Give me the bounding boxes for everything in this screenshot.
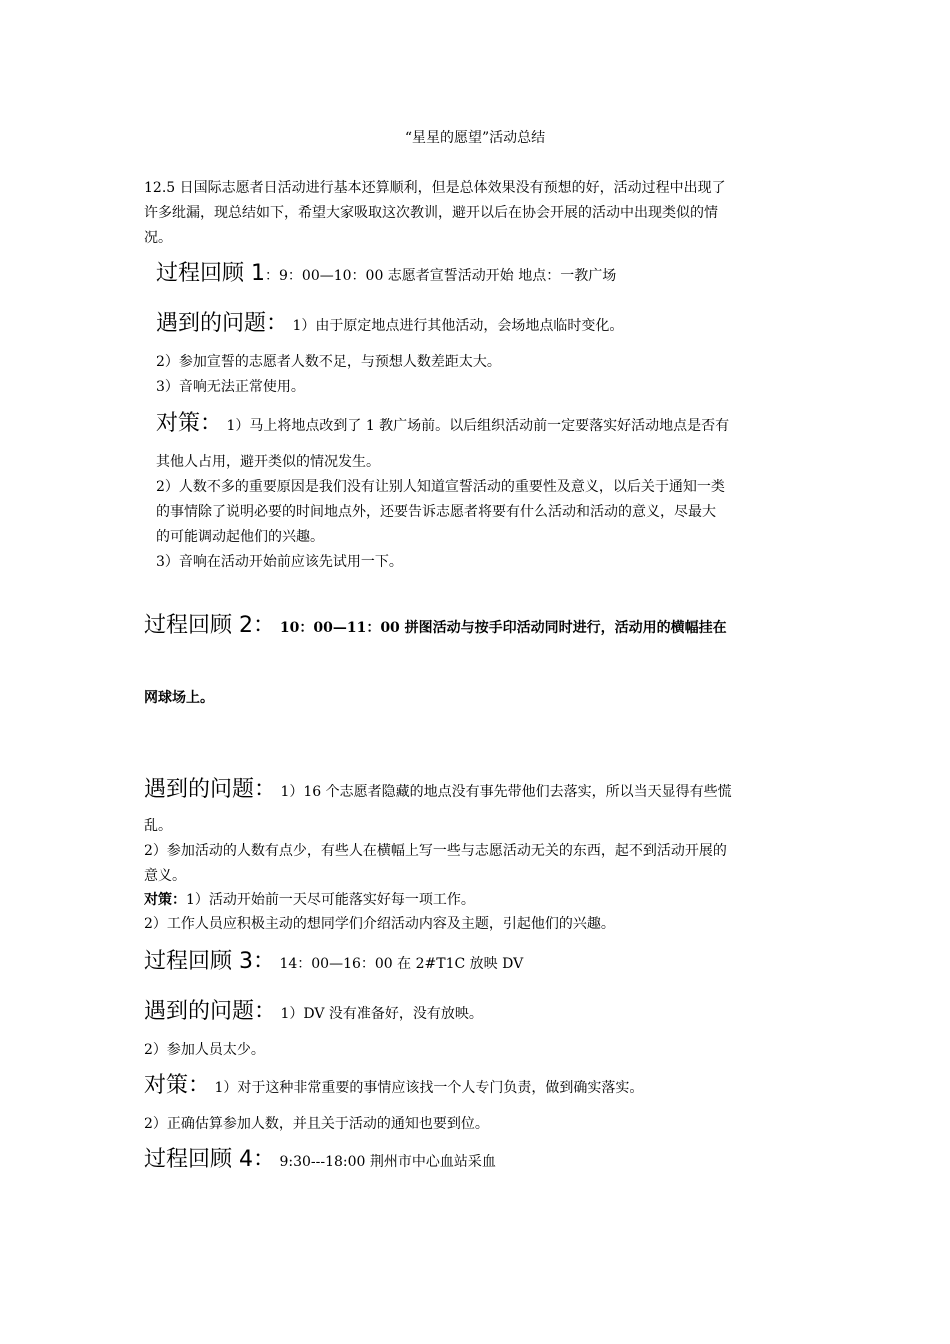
section1-problem-2: 2）参加宣誓的志愿者人数不足，与预想人数差距太大。 — [156, 354, 501, 370]
section3-heading: 过程回顾 3： — [144, 949, 275, 974]
section1-measure-line-3: 2）人数不多的重要原因是我们没有让别人知道宣誓活动的重要性及意义，以后关于通知一类 — [156, 479, 725, 495]
section2-heading-text: 10：00—11：00 拼图活动与按手印活动同时进行，活动用的横幅挂在 — [275, 620, 727, 636]
section1-measure-line-2: 其他人占用，避开类似的情况发生。 — [156, 454, 380, 470]
section2-problem-line — [144, 777, 732, 802]
intro-line-2: 许多纰漏，现总结如下，希望大家吸取这次教训，避开以后在协会开展的活动中出现类似的情 — [144, 205, 718, 221]
section3-problem-2: 2）参加人员太少。 — [144, 1042, 265, 1058]
section3-problem-heading: 遇到的问题： — [144, 999, 277, 1024]
section2-heading-line — [144, 613, 727, 638]
section3-measure-2: 2）正确估算参加人数，并且关于活动的通知也要到位。 — [144, 1116, 489, 1132]
section1-problem-1: 1）由于原定地点进行其他活动，会场地点临时变化。 — [288, 318, 624, 334]
document-title: “星星的愿望”活动总结 — [404, 130, 546, 146]
section1-measure-1: 1）马上将地点改到了 1 教广场前。以后组织活动前一定要落实好活动地点是否有 — [222, 418, 730, 434]
section2-measure-1: 1）活动开始前一天尽可能落实好每一项工作。 — [186, 892, 475, 908]
intro-line-1: 12.5 日国际志愿者日活动进行基本还算顺利，但是总体效果没有预想的好，活动过程中出现了 — [144, 180, 726, 196]
section4-heading: 过程回顾 4： — [144, 1147, 275, 1172]
section2-measure-label: 对策： — [144, 892, 186, 908]
section3-measure-heading: 对策： — [144, 1073, 211, 1098]
section4-heading-line — [144, 1147, 496, 1172]
section2-problem-line-3: 2）参加活动的人数有点少，有些人在横幅上写一些与志愿活动无关的东西，起不到活动开展的 — [144, 843, 727, 859]
section2-problem-1: 1）16 个志愿者隐藏的地点没有事先带他们去落实，所以当天显得有些慌 — [276, 784, 732, 800]
section2-problem-heading: 遇到的问题： — [144, 777, 277, 802]
section3-problem-1: 1）DV 没有准备好，没有放映。 — [276, 1006, 483, 1022]
section2-heading-continued: 网球场上。 — [144, 690, 214, 706]
section2-measure-line-2: 2）工作人员应积极主动的想同学们介绍活动内容及主题，引起他们的兴趣。 — [144, 916, 615, 932]
section2-problem-line-2: 乱。 — [144, 818, 172, 834]
section1-measure-heading: 对策： — [156, 411, 223, 436]
section3-measure-line — [144, 1073, 644, 1098]
section1-problem-heading: 遇到的问题： — [156, 311, 289, 336]
section3-measure-1: 1）对于这种非常重要的事情应该找一个人专门负责，做到确实落实。 — [210, 1080, 644, 1096]
section1-measure-line-5: 的可能调动起他们的兴趣。 — [156, 529, 324, 545]
section1-problem-line — [156, 311, 624, 336]
section1-measure-line-4: 的事情除了说明必要的时间地点外，还要告诉志愿者将要有什么活动和活动的意义，尽最大 — [156, 504, 716, 520]
section1-measure-line-6: 3）音响在活动开始前应该先试用一下。 — [156, 554, 403, 570]
section4-heading-text: 9:30---18:00 荆州市中心血站采血 — [275, 1154, 496, 1170]
section2-problem-line-4: 意义。 — [144, 868, 186, 884]
section1-problem-3: 3）音响无法正常使用。 — [156, 379, 305, 395]
section1-heading-text: ：9：00—10：00 志愿者宣誓活动开始 地点：一教广场 — [265, 268, 617, 284]
intro-line-3: 况。 — [144, 230, 172, 246]
section1-measure-line — [156, 411, 730, 436]
section3-problem-line — [144, 999, 483, 1024]
section3-heading-text: 14：00—16：00 在 2#T1C 放映 DV — [275, 956, 524, 972]
section1-heading: 过程回顾 1 — [156, 261, 265, 286]
section1-heading-line — [156, 261, 617, 286]
section3-heading-line — [144, 949, 524, 974]
section2-measure-line — [144, 890, 475, 910]
section2-heading: 过程回顾 2： — [144, 613, 275, 638]
